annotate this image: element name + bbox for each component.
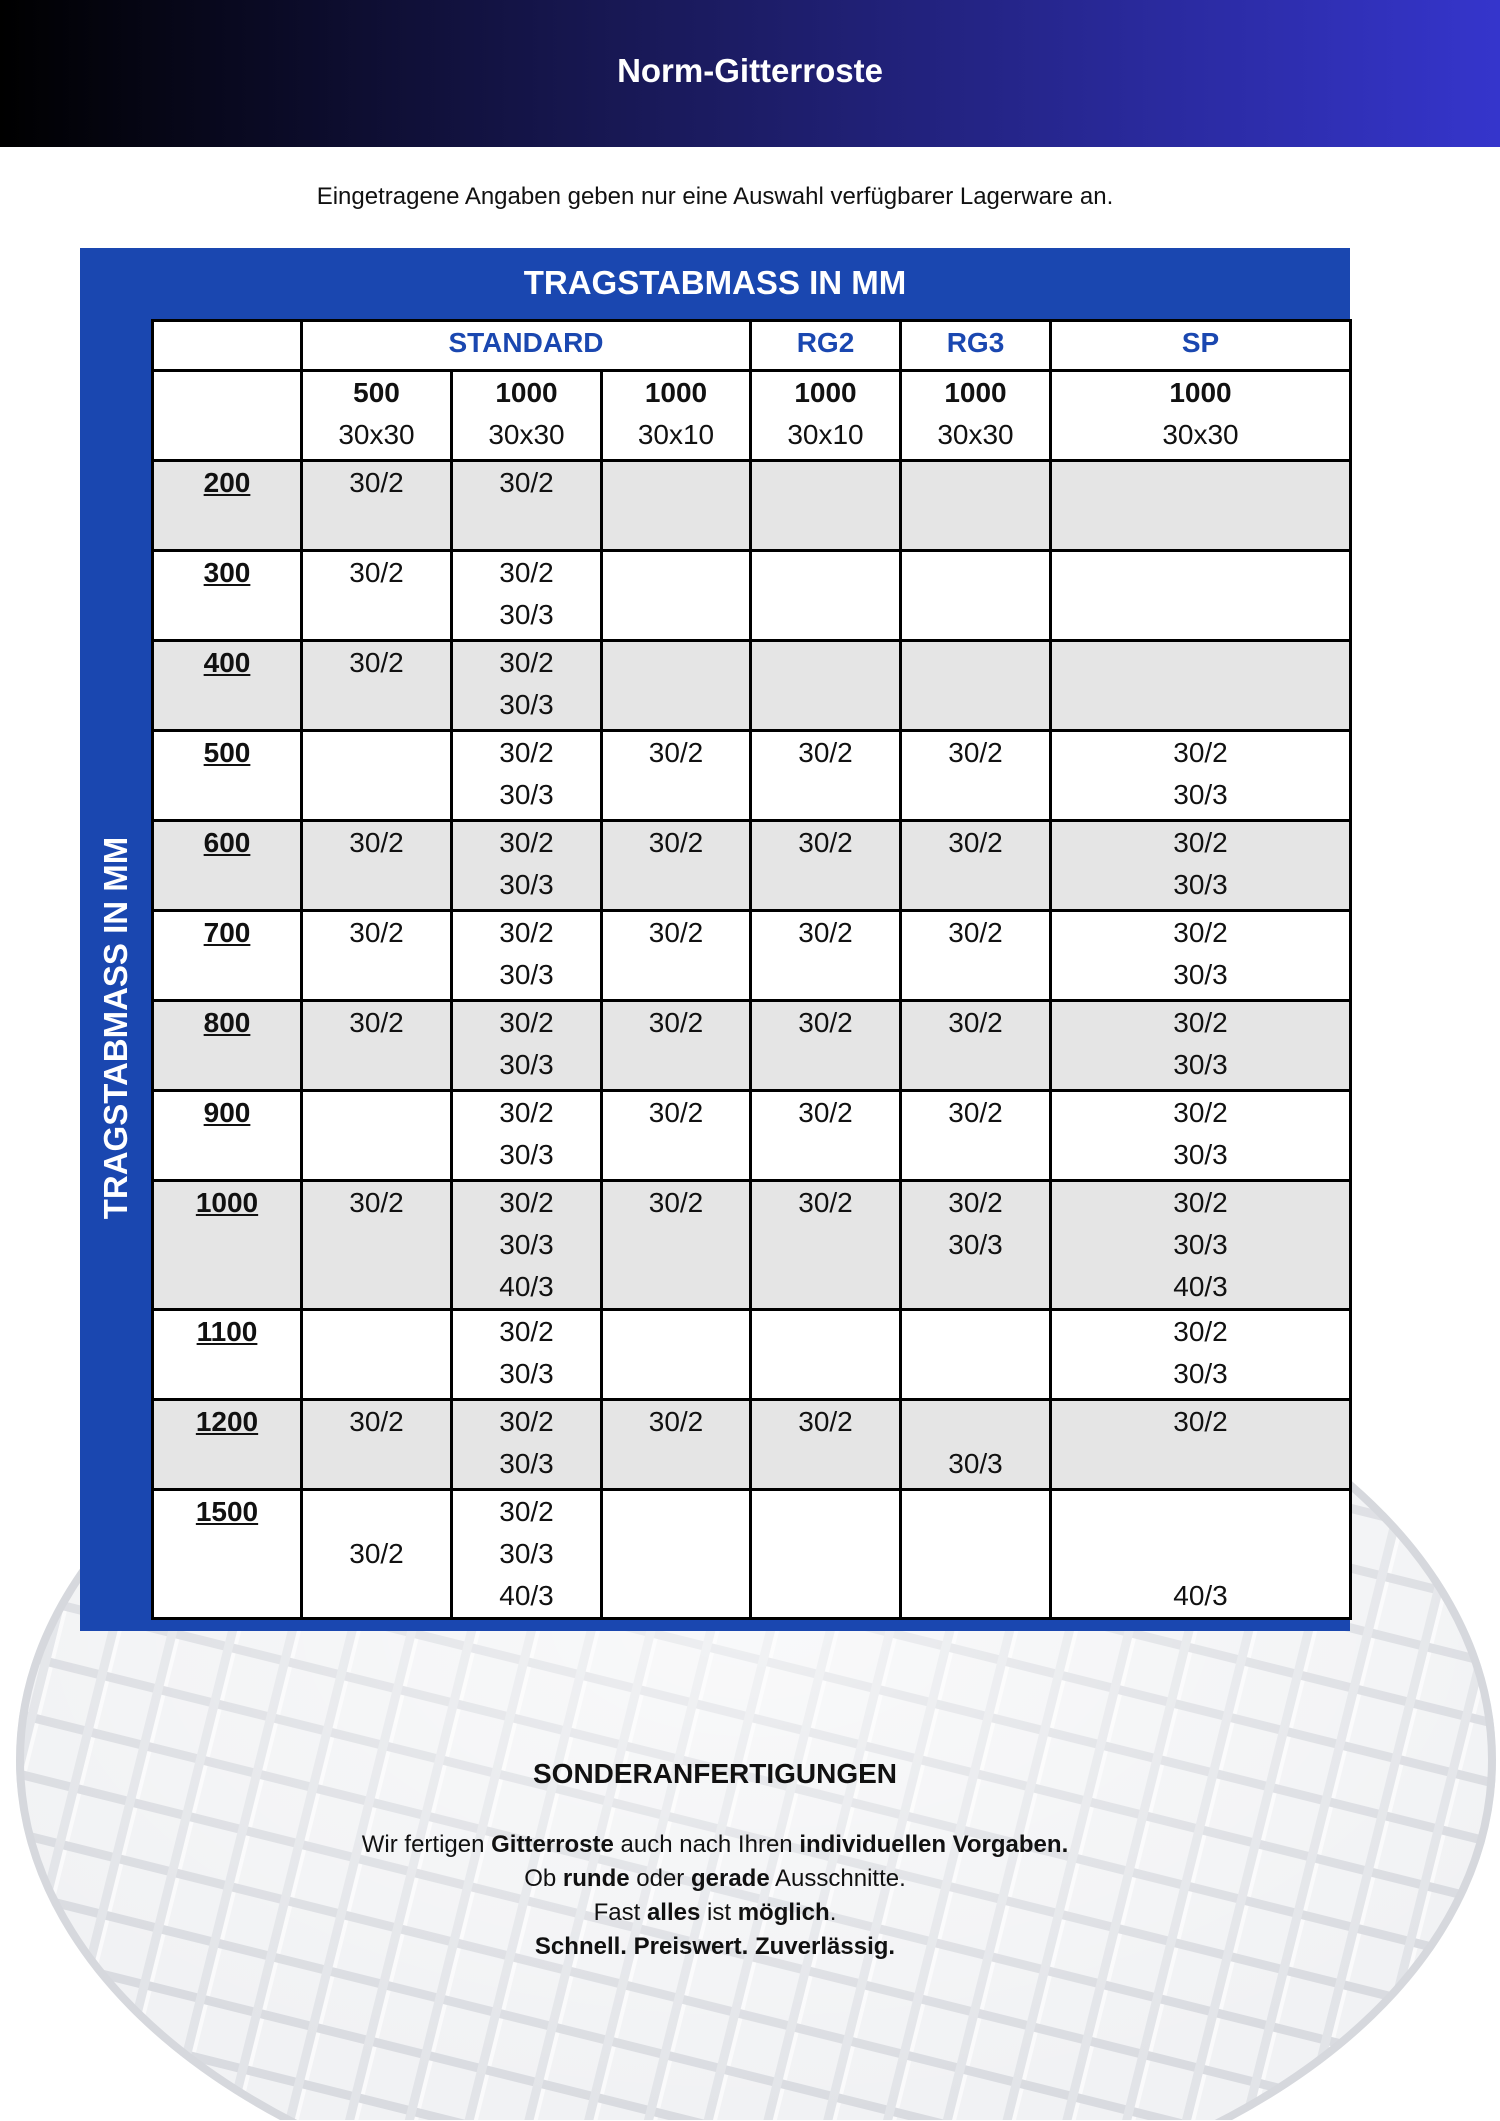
page-title: Norm-Gitterroste xyxy=(617,52,883,89)
column-mesh: 30x30 xyxy=(937,419,1014,450)
column-header xyxy=(1051,371,1351,461)
table-cell xyxy=(901,461,1051,551)
table-cell xyxy=(602,911,751,1001)
cell-value: 30/2 xyxy=(948,827,1003,858)
text-fragment: möglich xyxy=(737,1899,830,1926)
cell-value: 30/3 xyxy=(499,869,554,900)
column-header xyxy=(901,371,1051,461)
table-cell xyxy=(1051,821,1351,911)
cell-value: 30/2 xyxy=(1173,1097,1228,1128)
row-label: 200 xyxy=(153,461,302,551)
text-fragment: Fast xyxy=(593,1899,647,1926)
cell-value: 30/2 xyxy=(948,1097,1003,1128)
cell-value: 30/2 xyxy=(499,647,554,678)
table-cell xyxy=(1051,461,1351,551)
cell-value: 30/2 xyxy=(1173,1406,1228,1437)
cell-value: 30/2 xyxy=(648,1187,704,1218)
group-sp: SP xyxy=(1051,321,1351,371)
table-body xyxy=(153,461,1351,1619)
cell-value: 30/2 xyxy=(798,737,853,768)
table-row xyxy=(153,1400,1351,1490)
cell-value: 30/3 xyxy=(1173,869,1228,900)
table-cell xyxy=(1051,1181,1351,1310)
table-cell xyxy=(901,1001,1051,1091)
row-label: 600 xyxy=(153,821,302,911)
cell-value: 30/3 xyxy=(499,689,554,720)
table-cell xyxy=(602,1181,751,1310)
table-cell xyxy=(901,911,1051,1001)
column-mesh: 30x30 xyxy=(488,419,565,450)
custom-orders-title: SONDERANFERTIGUNGEN xyxy=(532,1758,897,1789)
row-axis-label: TRAGSTABMASS IN MM xyxy=(97,836,134,1220)
group-standard: STANDARD xyxy=(302,321,751,371)
table-cell xyxy=(751,551,901,641)
table-cell xyxy=(751,1400,901,1490)
table-row xyxy=(153,1310,1351,1400)
text-fragment: Gitterroste xyxy=(491,1831,614,1858)
cell-value: 30/3 xyxy=(499,1448,554,1479)
table-row xyxy=(153,1181,1351,1310)
table-row xyxy=(153,641,1351,731)
cell-value: 30/2 xyxy=(349,647,404,678)
table-cell xyxy=(602,731,751,821)
cell-value: 30/3 xyxy=(499,959,554,990)
text-fragment: oder xyxy=(629,1865,691,1892)
table-cell xyxy=(1051,1400,1351,1490)
table-row xyxy=(153,1001,1351,1091)
table-cell xyxy=(751,461,901,551)
column-mesh: 30x10 xyxy=(787,419,864,450)
cell-value: 30/2 xyxy=(948,917,1003,948)
cell-value: 30/2 xyxy=(499,557,554,588)
custom-orders-line xyxy=(0,1828,1430,1862)
custom-orders-section xyxy=(0,1758,1430,1964)
table-cell xyxy=(602,821,751,911)
cell-value xyxy=(303,1491,450,1533)
table-cell xyxy=(901,551,1051,641)
table-cell xyxy=(302,1310,452,1400)
cell-value: 30/2 xyxy=(499,1097,554,1128)
table-cell xyxy=(751,821,901,911)
text-fragment: ist xyxy=(700,1899,738,1926)
table-cell xyxy=(901,1490,1051,1619)
cell-value: 30/2 xyxy=(798,1007,853,1038)
cell-value: 30/2 xyxy=(499,1316,554,1347)
text-fragment: Ob xyxy=(524,1865,563,1892)
column-mesh: 30x30 xyxy=(338,419,415,450)
cell-value: 30/2 xyxy=(349,917,404,948)
cell-value: 30/3 xyxy=(499,1538,554,1569)
text-fragment: gerade xyxy=(690,1865,770,1892)
cell-value: 30/3 xyxy=(1173,959,1228,990)
table-cell xyxy=(602,1001,751,1091)
cell-value: 30/2 xyxy=(1173,1316,1228,1347)
custom-orders-line xyxy=(0,1896,1430,1930)
cell-value: 30/2 xyxy=(648,827,704,858)
cell-value: 30/3 xyxy=(948,1448,1003,1479)
cell-value: 30/2 xyxy=(1173,827,1228,858)
column-header xyxy=(751,371,901,461)
table-cell xyxy=(751,1091,901,1181)
cell-value: 30/3 xyxy=(499,599,554,630)
table-row xyxy=(153,1091,1351,1181)
table-cell xyxy=(602,1091,751,1181)
table-cell xyxy=(1051,1490,1351,1619)
column-length: 1000 xyxy=(495,377,558,408)
column-header xyxy=(452,371,602,461)
table-cell xyxy=(452,1181,602,1310)
table-cell xyxy=(751,911,901,1001)
column-axis-label: TRAGSTABMASS IN MM xyxy=(523,264,907,301)
table-row xyxy=(153,1490,1351,1619)
table-cell xyxy=(302,641,452,731)
cell-value: 30/2 xyxy=(798,827,853,858)
cell-value: 30/2 xyxy=(1173,1007,1228,1038)
table-cell xyxy=(302,1091,452,1181)
column-length: 1000 xyxy=(944,377,1007,408)
cell-value: 30/3 xyxy=(1173,1049,1228,1080)
table-cell xyxy=(751,731,901,821)
table-cell xyxy=(1051,641,1351,731)
cell-value: 30/3 xyxy=(499,779,554,810)
table-cell xyxy=(452,731,602,821)
cell-value: 30/2 xyxy=(1173,917,1228,948)
row-label: 300 xyxy=(153,551,302,641)
cell-value: 30/2 xyxy=(349,827,404,858)
table-cell xyxy=(602,1490,751,1619)
cell-value: 30/2 xyxy=(349,467,404,498)
corner-cell xyxy=(153,321,302,371)
table-cell xyxy=(452,1001,602,1091)
table-cell xyxy=(1051,911,1351,1001)
cell-value: 30/2 xyxy=(648,1097,704,1128)
table-row xyxy=(153,461,1351,551)
row-label: 800 xyxy=(153,1001,302,1091)
cell-value: 30/2 xyxy=(499,1187,554,1218)
cell-value: 30/2 xyxy=(1173,737,1228,768)
cell-value: 30/2 xyxy=(349,1187,404,1218)
table-cell xyxy=(602,1400,751,1490)
cell-value: 30/2 xyxy=(1173,1187,1228,1218)
column-length: 500 xyxy=(353,377,400,408)
table-cell xyxy=(901,1091,1051,1181)
grating-stock-table xyxy=(151,319,1352,1620)
table-cell xyxy=(452,1310,602,1400)
column-length: 1000 xyxy=(644,377,708,408)
table-cell xyxy=(602,1310,751,1400)
cell-value: 30/2 xyxy=(499,827,554,858)
table-cell xyxy=(751,1181,901,1310)
table-cell xyxy=(602,551,751,641)
table-row xyxy=(153,731,1351,821)
stock-note: Eingetragene Angaben geben nur eine Auswahl verfügbarer Lagerware an. xyxy=(316,183,1114,210)
cell-value: 30/2 xyxy=(648,737,704,768)
cell-value: 30/2 xyxy=(798,917,853,948)
text-fragment: auch nach Ihren xyxy=(613,1831,800,1858)
cell-value: 30/2 xyxy=(948,1007,1003,1038)
cell-value: 30/2 xyxy=(798,1406,853,1437)
cell-value: 30/2 xyxy=(798,1097,853,1128)
cell-value: 30/3 xyxy=(499,1358,554,1389)
table-cell xyxy=(1051,1001,1351,1091)
row-label: 700 xyxy=(153,911,302,1001)
table-cell xyxy=(302,1400,452,1490)
cell-value: 30/2 xyxy=(648,917,704,948)
table-cell xyxy=(302,461,452,551)
column-header-row xyxy=(153,371,1351,461)
custom-orders-line xyxy=(0,1862,1430,1896)
table-cell xyxy=(602,641,751,731)
cell-value: 30/2 xyxy=(499,917,554,948)
cell-value: 30/2 xyxy=(349,557,404,588)
table-cell xyxy=(901,1400,1051,1490)
cell-value: 30/3 xyxy=(499,1229,554,1260)
table-cell xyxy=(302,551,452,641)
cell-value: 30/2 xyxy=(499,737,554,768)
table-cell xyxy=(452,1400,602,1490)
table-cell xyxy=(302,1181,452,1310)
cell-value xyxy=(1052,1491,1349,1533)
cell-value: 30/3 xyxy=(1173,1139,1228,1170)
column-header xyxy=(602,371,751,461)
cell-value: 30/3 xyxy=(1173,779,1228,810)
table-cell xyxy=(302,1001,452,1091)
cell-value: 30/2 xyxy=(499,1007,554,1038)
row-label: 1500 xyxy=(153,1490,302,1619)
column-length: 1000 xyxy=(1169,377,1232,408)
table-cell xyxy=(751,1310,901,1400)
text-fragment: Schnell. Preiswert. Zuverlässig. xyxy=(534,1933,896,1960)
table-cell xyxy=(1051,1091,1351,1181)
row-label: 900 xyxy=(153,1091,302,1181)
row-label: 1100 xyxy=(153,1310,302,1400)
cell-value: 30/2 xyxy=(648,1406,704,1437)
column-mesh: 30x30 xyxy=(1162,419,1239,450)
cell-value: 30/3 xyxy=(499,1139,554,1170)
text-fragment: runde xyxy=(562,1865,630,1892)
text-fragment: . xyxy=(829,1899,837,1926)
table-cell xyxy=(751,1490,901,1619)
header-bar xyxy=(0,0,1500,147)
corner-cell xyxy=(153,371,302,461)
table-cell xyxy=(302,911,452,1001)
cell-value xyxy=(902,1401,1049,1443)
table-cell xyxy=(1051,551,1351,641)
column-length: 1000 xyxy=(794,377,857,408)
text-fragment: alles xyxy=(646,1899,701,1926)
table-cell xyxy=(901,731,1051,821)
cell-value: 30/2 xyxy=(499,1406,554,1437)
cell-value: 30/3 xyxy=(948,1229,1003,1260)
text-fragment: Ausschnitte. xyxy=(769,1865,906,1892)
group-rg3: RG3 xyxy=(901,321,1051,371)
table-cell xyxy=(452,911,602,1001)
row-label: 500 xyxy=(153,731,302,821)
group-rg2: RG2 xyxy=(751,321,901,371)
cell-value: 30/2 xyxy=(648,1007,704,1038)
table-cell xyxy=(901,1181,1051,1310)
cell-value: 30/3 xyxy=(499,1049,554,1080)
cell-value: 30/2 xyxy=(349,1538,404,1569)
cell-value: 30/2 xyxy=(948,737,1003,768)
table-cell xyxy=(901,1310,1051,1400)
row-label: 1000 xyxy=(153,1181,302,1310)
cell-value: 30/2 xyxy=(798,1187,853,1218)
table-cell xyxy=(452,821,602,911)
text-fragment: individuellen Vorgaben. xyxy=(799,1831,1069,1858)
row-axis-band xyxy=(80,318,152,1631)
row-label: 400 xyxy=(153,641,302,731)
table-row xyxy=(153,821,1351,911)
cell-value: 40/3 xyxy=(1173,1271,1228,1302)
cell-value: 40/3 xyxy=(1173,1580,1228,1611)
custom-orders-line xyxy=(0,1930,1430,1964)
cell-value: 40/3 xyxy=(499,1580,554,1611)
table-row xyxy=(153,911,1351,1001)
cell-value: 30/2 xyxy=(499,467,554,498)
table-cell xyxy=(1051,731,1351,821)
column-mesh: 30x10 xyxy=(637,419,715,450)
table-cell xyxy=(302,731,452,821)
table-cell xyxy=(452,1091,602,1181)
table-cell xyxy=(901,641,1051,731)
table-cell xyxy=(302,821,452,911)
text-fragment: Wir fertigen xyxy=(361,1831,492,1858)
table-cell xyxy=(302,1490,452,1619)
table-cell xyxy=(602,461,751,551)
table-cell xyxy=(452,551,602,641)
table-cell xyxy=(751,1001,901,1091)
cell-value xyxy=(1052,1533,1349,1575)
table-cell xyxy=(901,821,1051,911)
table-cell xyxy=(452,461,602,551)
cell-value: 30/2 xyxy=(499,1496,554,1527)
cell-value: 30/2 xyxy=(349,1007,404,1038)
column-header xyxy=(302,371,452,461)
cell-value: 30/2 xyxy=(948,1187,1003,1218)
row-label: 1200 xyxy=(153,1400,302,1490)
table-row xyxy=(153,551,1351,641)
cell-value: 30/3 xyxy=(1173,1358,1228,1389)
cell-value: 40/3 xyxy=(499,1271,554,1302)
table-cell xyxy=(452,641,602,731)
cell-value: 30/2 xyxy=(349,1406,404,1437)
table-cell xyxy=(452,1490,602,1619)
table-cell xyxy=(751,641,901,731)
group-header-row xyxy=(153,321,1351,371)
table-cell xyxy=(1051,1310,1351,1400)
cell-value: 30/3 xyxy=(1173,1229,1228,1260)
